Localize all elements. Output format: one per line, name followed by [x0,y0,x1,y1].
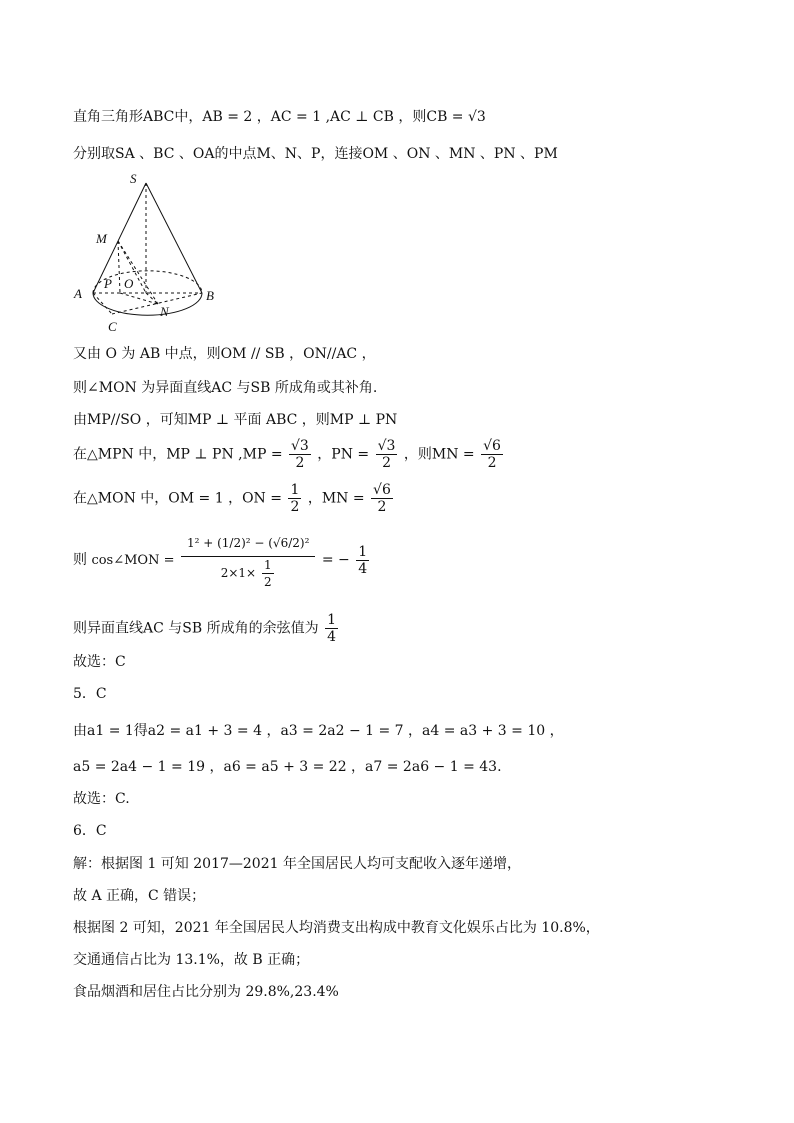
frac-den: 2 [377,499,387,515]
line7a: 在△MON 中，OM = 1 ，ON = [73,490,282,507]
line1-text: 直角三角形ABC中，AB = 2 ，AC = 1 ,AC ⊥ CB ，则CB = √3 [73,109,486,125]
text-line-8 [73,530,371,590]
frac-num: 1 [290,482,300,498]
line18-text: 根据图 2 可知，2021 年全国居民人均消费支出构成中教育文化娱乐占比为 10.8%， [73,920,600,936]
frac-num: 1 [327,612,336,628]
line6c: ，则MN = [403,446,475,463]
text-line-16 [73,855,521,873]
cos-fraction [181,530,315,590]
text-line-17 [73,887,205,905]
line4-text: 则∠MON 为异面直线AC 与SB 所成角或其补角. [73,380,378,396]
text-line-9 [73,612,340,645]
line11-text: 5．C [73,686,107,702]
den-half [262,557,274,590]
text-line-11 [73,685,107,703]
label-N: N [160,304,169,319]
frac-den: 2 [263,575,272,589]
frac-num: √6 [483,438,501,454]
line10-text: 故选：C [73,654,126,670]
frac-num: 1 [358,543,368,560]
frac-den: 2 [295,455,305,471]
line8a: 则 [73,552,87,568]
text-line-15 [73,822,107,840]
frac-num: √3 [377,438,396,454]
text-line-14 [73,790,130,808]
line19-text: 交通通信占比为 13.1%，故 B 正确； [73,952,310,968]
line6a: 在△MPN 中，MP ⊥ PN ,MP = [73,446,283,463]
text-line-3 [73,345,376,363]
frac-sqrt6-over-2-b [371,482,393,515]
line2-text: 分别取SA 、BC 、OA的中点M、N、P，连接OM 、ON 、MN 、PN 、PM [73,146,558,162]
frac-num: √6 [373,482,391,498]
label-C: C [108,319,117,334]
line7b: ，MN = [307,490,365,507]
frac-sqrt3-over-2-a [289,438,311,471]
line13-text: a5 = 2a4 − 1 = 19 ，a6 = a5 + 3 = 22 ，a7 = 2a6 − 1 = 43. [73,759,502,775]
text-line-19 [73,951,309,969]
line6b: ，PN = [317,446,370,463]
label-O: O [124,276,134,291]
frac-num: √3 [291,438,309,454]
text-line-20 [73,983,339,1001]
cos-denominator [181,557,315,590]
text-line-13 [73,758,502,776]
text-line-4 [73,379,377,397]
frac-den: 4 [358,560,368,577]
line17-text: 故 A 正确，C 错误； [73,888,206,904]
text-line-6 [73,438,505,471]
text-line-7 [73,482,395,515]
line14-text: 故选：C. [73,791,130,807]
line5-text: 由MP//SO ，可知MP ⊥ 平面 ABC ，则MP ⊥ PN [73,412,398,428]
frac-den: 2 [290,499,300,515]
label-M: M [96,231,107,246]
cos-numerator: 1² + (1/2)² − (√6/2)² [181,530,315,557]
frac-1-over-4-b [325,612,338,645]
frac-1-over-4-a [356,544,369,577]
label-S: S [130,171,137,186]
line8b: cos∠MON = [91,553,175,568]
den-text: 2×1× [220,566,257,580]
label-A: A [74,286,82,301]
line20-text: 食品烟酒和居住占比分别为 29.8%,23.4% [73,984,339,1000]
frac-1-over-2 [288,482,301,515]
text-line-5 [73,411,397,429]
line8c: = − [321,552,350,568]
frac-sqrt6-over-2 [481,438,503,471]
frac-den: 2 [487,455,497,471]
line16-text: 解：根据图 1 可知 2017—2021 年全国居民人均可支配收入逐年递增， [73,856,521,872]
line3-text: 又由 O 为 AB 中点，则OM // SB ，ON//AC ， [73,346,376,362]
frac-num: 1 [263,558,272,572]
text-line-10 [73,653,126,671]
text-line-12 [73,722,564,740]
frac-sqrt3-over-2-b [376,438,398,471]
line9-text: 则异面直线AC 与SB 所成角的余弦值为 [73,620,319,637]
frac-den: 2 [382,455,391,471]
line12-text: 由a1 = 1得a2 = a1 + 3 = 4 ，a3 = 2a2 − 1 = 7 ，a4 = a3 + 3 = 10 ， [73,723,564,739]
cone-figure [70,168,230,338]
frac-den: 4 [327,629,336,645]
line15-text: 6．C [73,823,107,839]
label-B: B [206,288,214,303]
text-line-2 [73,145,558,163]
text-line-18 [73,919,600,937]
text-line-1 [73,108,486,126]
label-P: P [104,276,112,291]
